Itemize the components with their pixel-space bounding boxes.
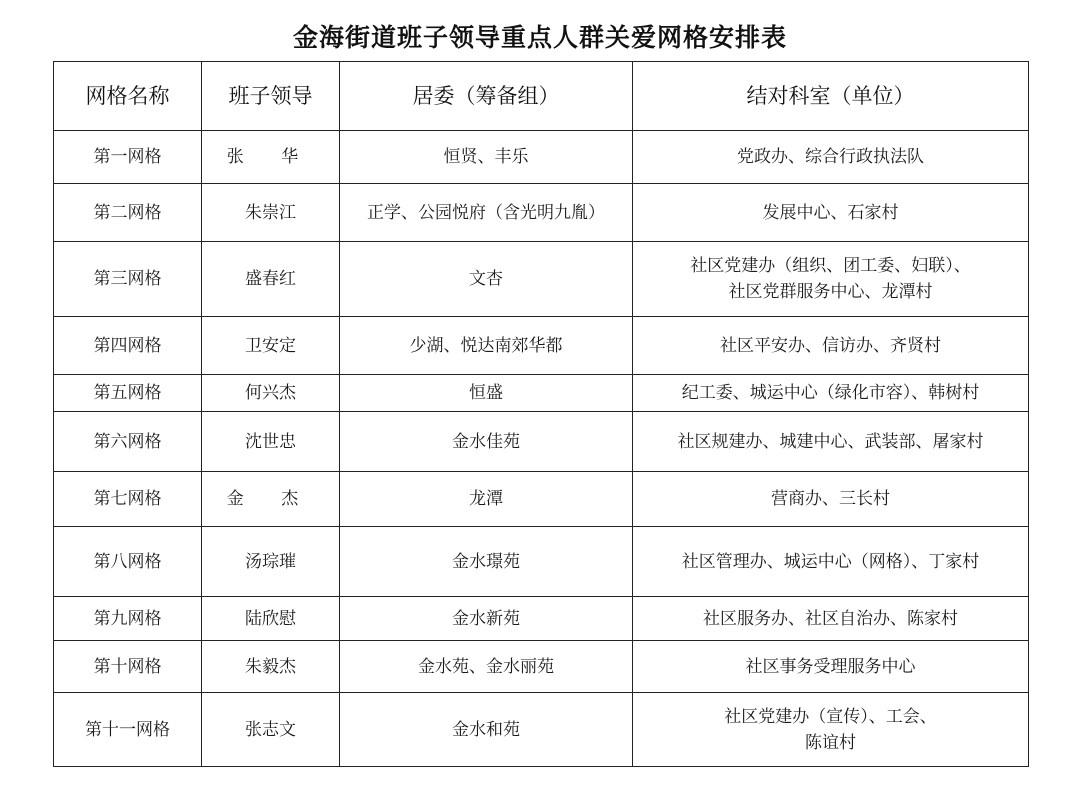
cell-leader: 盛春红 <box>202 242 340 317</box>
cell-grid-name: 第五网格 <box>54 375 202 412</box>
department-line: 发展中心、石家村 <box>762 202 899 223</box>
cell-paired-department <box>633 641 1029 693</box>
cell-committee: 龙潭 <box>340 472 633 527</box>
table-row <box>54 527 1029 597</box>
cell-leader: 朱崇江 <box>202 184 340 242</box>
cell-committee: 恒贤、丰乐 <box>340 131 633 184</box>
cell-paired-department <box>633 597 1029 641</box>
cell-committee: 金水璟苑 <box>340 527 633 597</box>
cell-paired-department <box>633 184 1029 242</box>
department-line: 社区事务受理服务中心 <box>745 656 916 677</box>
table-body <box>54 131 1029 767</box>
cell-paired-department <box>633 131 1029 184</box>
table-row <box>54 375 1029 412</box>
department-line: 社区党建办（宣传）、工会、 <box>724 706 937 727</box>
cell-leader: 汤琮璀 <box>202 527 340 597</box>
cell-leader: 何兴杰 <box>202 375 340 412</box>
grid-assignment-table <box>53 61 1029 767</box>
department-line: 陈谊村 <box>805 732 856 753</box>
cell-committee: 恒盛 <box>340 375 633 412</box>
cell-leader: 沈世忠 <box>202 412 340 472</box>
table-row <box>54 184 1029 242</box>
cell-leader: 卫安定 <box>202 317 340 375</box>
department-line: 社区规建办、城建中心、武装部、屠家村 <box>677 431 984 452</box>
department-line: 社区管理办、城运中心（网格）、丁家村 <box>681 551 980 572</box>
cell-grid-name: 第一网格 <box>54 131 202 184</box>
cell-leader: 陆欣慰 <box>202 597 340 641</box>
cell-grid-name: 第二网格 <box>54 184 202 242</box>
cell-paired-department <box>633 375 1029 412</box>
cell-leader: 张志文 <box>202 693 340 767</box>
cell-committee: 金水新苑 <box>340 597 633 641</box>
cell-committee: 金水和苑 <box>340 693 633 767</box>
cell-grid-name: 第六网格 <box>54 412 202 472</box>
cell-leader: 朱毅杰 <box>202 641 340 693</box>
cell-leader: 金 杰 <box>202 472 340 527</box>
header-paired-department: 结对科室（单位） <box>633 62 1029 131</box>
cell-paired-department <box>633 412 1029 472</box>
cell-committee: 少湖、悦达南郊华都 <box>340 317 633 375</box>
cell-paired-department <box>633 242 1029 317</box>
department-line: 社区平安办、信访办、齐贤村 <box>720 335 941 356</box>
cell-grid-name: 第九网格 <box>54 597 202 641</box>
cell-grid-name: 第八网格 <box>54 527 202 597</box>
header-grid-name: 网格名称 <box>54 62 202 131</box>
table-row <box>54 242 1029 317</box>
cell-grid-name: 第十网格 <box>54 641 202 693</box>
cell-committee: 金水苑、金水丽苑 <box>340 641 633 693</box>
cell-paired-department <box>633 527 1029 597</box>
department-line: 社区党建办（组织、团工委、妇联）、 <box>690 256 971 276</box>
cell-committee: 正学、公园悦府（含光明九胤） <box>340 184 633 242</box>
cell-committee: 文杏 <box>340 242 633 317</box>
cell-grid-name: 第七网格 <box>54 472 202 527</box>
table-row <box>54 412 1029 472</box>
table-row <box>54 317 1029 375</box>
table-row <box>54 472 1029 527</box>
cell-grid-name: 第四网格 <box>54 317 202 375</box>
document-title: 金海街道班子领导重点人群关爱网格安排表 <box>292 23 787 52</box>
cell-paired-department <box>633 472 1029 527</box>
cell-paired-department <box>633 317 1029 375</box>
department-line: 纪工委、城运中心（绿化市容）、韩树村 <box>681 383 980 403</box>
table-row <box>54 693 1029 767</box>
department-line: 党政办、综合行政执法队 <box>737 147 924 167</box>
table-row <box>54 131 1029 184</box>
header-committee: 居委（筹备组） <box>340 62 633 131</box>
cell-grid-name: 第三网格 <box>54 242 202 317</box>
department-line: 营商办、三长村 <box>771 489 890 509</box>
cell-paired-department <box>633 693 1029 767</box>
header-leader: 班子领导 <box>202 62 340 131</box>
cell-committee: 金水佳苑 <box>340 412 633 472</box>
table-row <box>54 641 1029 693</box>
cell-grid-name: 第十一网格 <box>54 693 202 767</box>
table-header-row <box>54 62 1029 131</box>
department-line: 社区服务办、社区自治办、陈家村 <box>703 608 958 629</box>
department-line: 社区党群服务中心、龙潭村 <box>728 282 933 302</box>
table-row <box>54 597 1029 641</box>
cell-leader: 张 华 <box>202 131 340 184</box>
